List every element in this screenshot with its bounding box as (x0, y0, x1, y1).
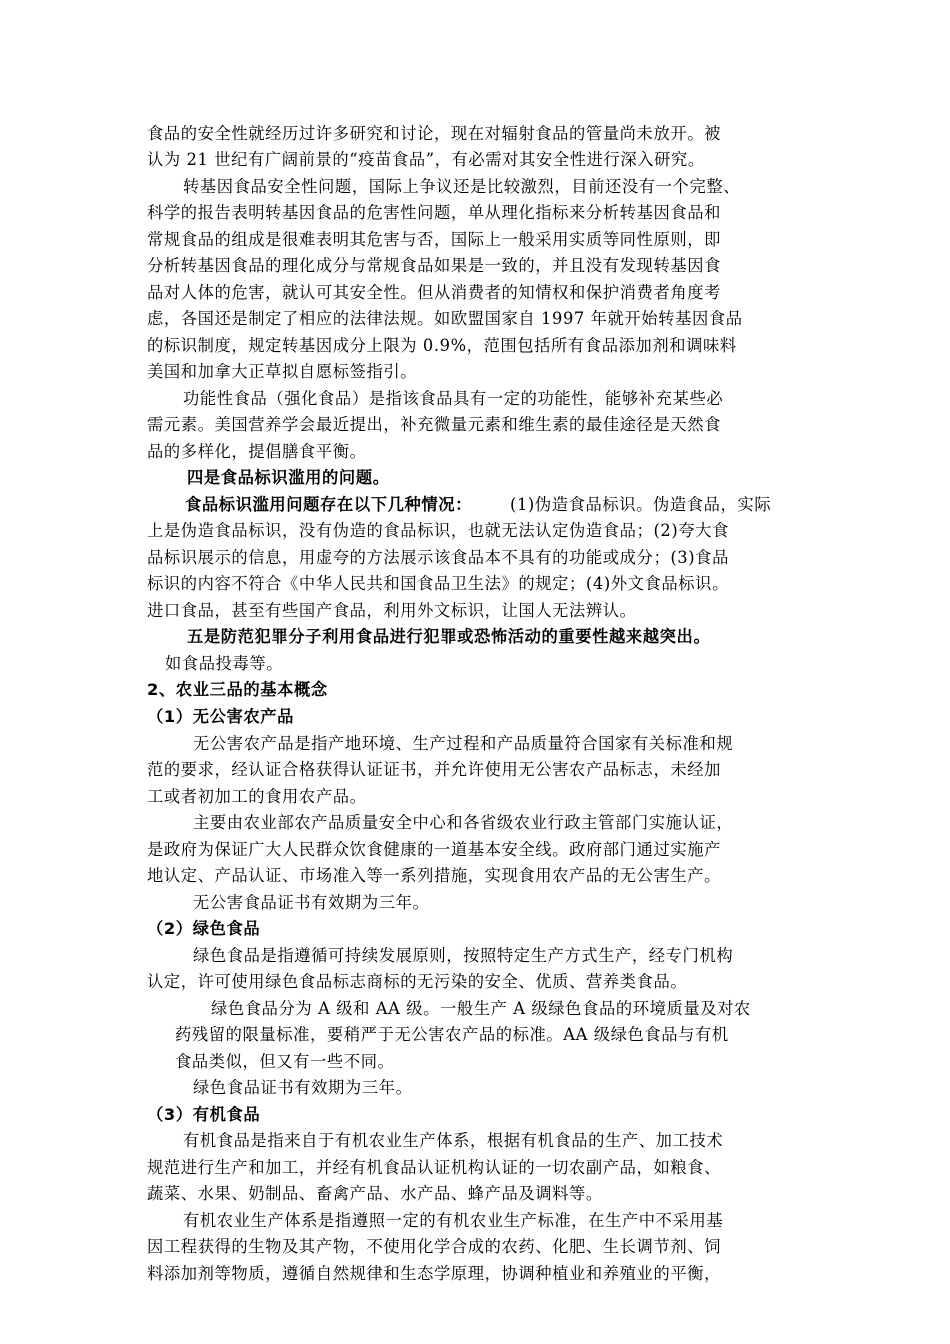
paragraph-line: 蔬菜、水果、奶制品、畜禽产品、水产品、蜂产品及调料等。 (147, 1184, 603, 1203)
paragraph-line: 地认定、产品认证、市场准入等一系列措施，实现食用农产品的无公害生产。 (147, 866, 721, 885)
paragraph-line: 标识的内容不符合《中华人民共和国食品卫生法》的规定；(4)外文食品标识。 (147, 574, 729, 593)
paragraph-line: 分析转基因食品的理化成分与常规食品如果是一致的，并且没有发现转基因食 (147, 256, 721, 275)
paragraph-line: 认为 21 世纪有广阔前景的“疫苗食品”，有必需对其安全性进行深入研究。 (147, 150, 705, 169)
paragraph-line: 美国和加拿大正草拟自愿标签指引。 (147, 362, 418, 381)
paragraph-line: 有机食品是指来自于有机农业生产体系，根据有机食品的生产、加工技术 (183, 1131, 724, 1150)
paragraph-line: 如食品投毒等。 (165, 654, 284, 673)
paragraph-line: 认定，许可使用绿色食品标志商标的无污染的安全、优质、营养类食品。 (147, 972, 688, 991)
section-heading: 五是防范犯罪分子利用食品进行犯罪或恐怖活动的重要性越来越突出。 (187, 627, 711, 646)
paragraph-line: 食品类似，但又有一些不同。 (175, 1052, 395, 1071)
paragraph-lead-bold: 食品标识滥用问题存在以下几种情况： (185, 495, 472, 514)
paragraph-line: 科学的报告表明转基因食品的危害性问题，单从理化指标来分析转基因食品和 (147, 203, 721, 222)
paragraph-line: 品标识展示的信息，用虚夸的方法展示该食品本不具有的功能或成分；(3)食品 (147, 548, 729, 567)
paragraph-line: 品的多样化，提倡膳食平衡。 (147, 442, 367, 461)
paragraph-line: 规范进行生产和加工，并经有机食品认证机构认证的一切农副产品，如粮食、 (147, 1158, 721, 1177)
paragraph-line: 转基因食品安全性问题，国际上争议还是比较激烈，目前还没有一个完整、 (183, 177, 741, 196)
paragraph-line: 药残留的限量标准，要稍严于无公害农产品的标准。AA 级绿色食品与有机 (175, 1025, 729, 1044)
paragraph-line: 进口食品，甚至有些国产食品，利用外文标识，让国人无法辨认。 (147, 601, 637, 620)
section-heading: 2、农业三品的基本概念 (147, 680, 328, 699)
paragraph-line: 需元素。美国营养学会最近提出，补充微量元素和维生素的最佳途径是天然食 (147, 415, 721, 434)
paragraph-line: 功能性食品（强化食品）是指该食品具有一定的功能性，能够补充某些必 (183, 389, 724, 408)
paragraph-line: 上是伪造食品标识，没有伪造的食品标识，也就无法认定伪造食品；(2)夸大食 (147, 521, 729, 540)
paragraph-line: (1)伪造食品标识。伪造食品，实际 (510, 495, 772, 514)
paragraph-line: 无公害农产品是指产地环境、生产过程和产品质量符合国家有关标准和规 (193, 734, 734, 753)
subsection-heading: （2）绿色食品 (147, 919, 261, 938)
subsection-heading: （3）有机食品 (147, 1105, 261, 1124)
paragraph-line: 工或者初加工的食用农产品。 (147, 787, 367, 806)
paragraph-line: 绿色食品证书有效期为三年。 (193, 1078, 413, 1097)
paragraph-line: 食品的安全性就经历过许多研究和讨论，现在对辐射食品的管量尚未放开。被 (147, 124, 721, 143)
paragraph-line: 无公害食品证书有效期为三年。 (193, 893, 430, 912)
section-heading: 四是食品标识滥用的问题。 (187, 468, 390, 487)
paragraph-line: 绿色食品分为 A 级和 AA 级。一般生产 A 级绿色食品的环境质量及对农 (211, 999, 751, 1018)
paragraph-line: 虑，各国还是制定了相应的法律法规。如欧盟国家自 1997 年就开始转基因食品 (147, 309, 743, 328)
paragraph-line: 因工程获得的生物及其产物，不使用化学合成的农药、化肥、生长调节剂、饲 (147, 1237, 721, 1256)
paragraph-line: 范的要求，经认证合格获得认证证书，并允许使用无公害农产品标志，未经加 (147, 760, 721, 779)
paragraph-line: 有机农业生产体系是指遵照一定的有机农业生产标准，在生产中不采用基 (183, 1211, 724, 1230)
paragraph-line: 绿色食品是指遵循可持续发展原则，按照特定生产方式生产，经专门机构 (193, 946, 734, 965)
paragraph-line: 料添加剂等物质，遵循自然规律和生态学原理，协调种植业和养殖业的平衡， (147, 1264, 721, 1283)
paragraph-line: 品对人体的危害，就认可其安全性。但从消费者的知情权和保护消费者角度考 (147, 283, 721, 302)
paragraph-line: 是政府为保证广大人民群众饮食健康的一道基本安全线。政府部门通过实施产 (147, 840, 721, 859)
paragraph-line: 主要由农业部农产品质量安全中心和各省级农业行政主管部门实施认证， (193, 813, 734, 832)
paragraph-line: 常规食品的组成是很难表明其危害与否，国际上一般采用实质等同性原则，即 (147, 230, 721, 249)
subsection-heading: （1）无公害农产品 (147, 707, 294, 726)
paragraph-line: 的标识制度，规定转基因成分上限为 0.9%，范围包括所有食品添加剂和调味料 (147, 336, 737, 355)
